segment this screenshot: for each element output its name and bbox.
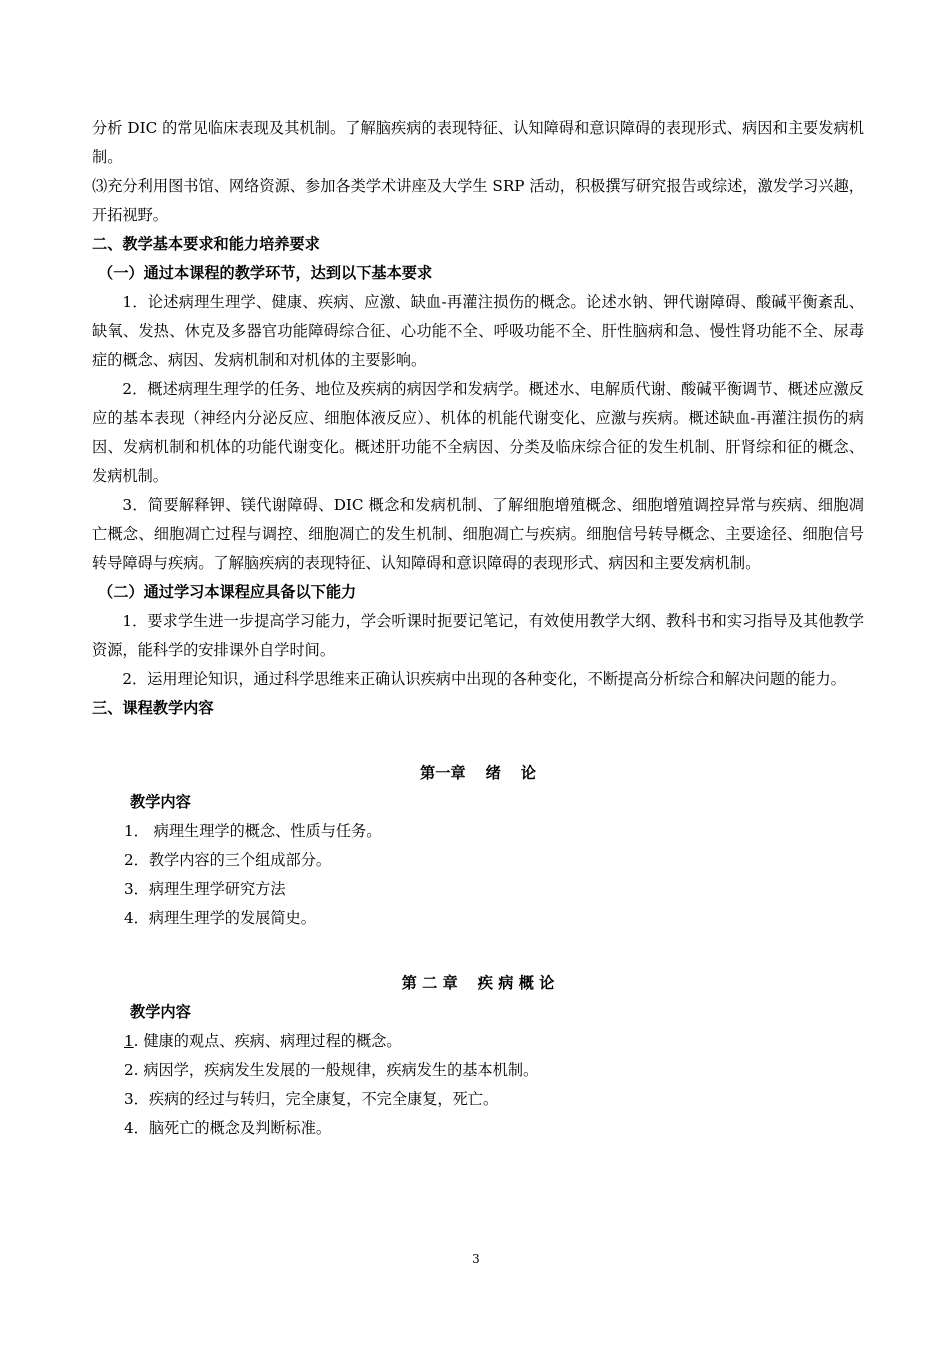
ability-1: 1．要求学生进一步提高学习能力，学会听课时扼要记笔记，有效使用教学大纲、教科书和实习指导及其他教学资源，能科学的安排课外自学时间。 — [92, 612, 864, 659]
section-2-heading: 二、教学基本要求和能力培养要求 — [92, 235, 320, 253]
intro-paragraph-2: ⑶充分利用图书馆、网络资源、参加各类学术讲座及大学生 SRP 活动，积极撰写研究报告或综述，激发学习兴趣，开拓视野。 — [92, 177, 864, 224]
chapter-2-item: 4．脑死亡的概念及判断标准。 — [124, 1119, 332, 1137]
requirement-3: 3．简要解释钾、镁代谢障碍、DIC 概念和发病机制、了解细胞增殖概念、细胞增殖调控异常与疾病、细胞凋亡概念、细胞凋亡过程与调控、细胞凋亡的发生机制、细胞凋亡与疾病。细胞信号转导概念、主要途径、细胞信号转导障碍与疾病。了解脑疾病的表现特征、认知障碍和意识障碍的表现形式、病因和主要发病机制。 — [92, 496, 864, 572]
chapter-1-title-char-1: 绪 — [485, 764, 501, 782]
chapter-1-item: 2．教学内容的三个组成部分。 — [124, 851, 332, 869]
chapter-2-title-number: 第 二 章 — [401, 974, 458, 992]
chapter-2-item: 2. 病因学，疾病发生发展的一般规律，疾病发生的基本机制。 — [124, 1061, 539, 1079]
section-2-subheading-2: （二）通过学习本课程应具备以下能力 — [98, 583, 357, 601]
chapter-2-item-1-text: . 健康的观点、疾病、病理过程的概念。 — [133, 1032, 402, 1050]
document-page — [92, 114, 864, 1143]
chapter-1-title-number: 第一章 — [420, 764, 466, 782]
ability-2: 2．运用理论知识，通过科学思维来正确认识疾病中出现的各种变化，不断提高分析综合和解决问题的能力。 — [122, 670, 846, 688]
chapter-2-title — [92, 969, 864, 998]
section-3-heading: 三、课程教学内容 — [92, 699, 214, 717]
section-2-subheading-1: （一）通过本课程的教学环节，达到以下基本要求 — [98, 264, 433, 282]
chapter-2-item: 3．疾病的经过与转归，完全康复，不完全康复，死亡。 — [124, 1090, 499, 1108]
chapter-2-content-label: 教学内容 — [130, 1003, 191, 1021]
chapter-1-content-label: 教学内容 — [130, 793, 191, 811]
requirement-2: 2．概述病理生理学的任务、地位及疾病的病因学和发病学。概述水、电解质代谢、酸碱平衡调节、概述应激反应的基本表现（神经内分泌反应、细胞体液反应）、机体的机能代谢变化、应激与疾病。概述缺血-再灌注损伤的病因、发病机制和机体的功能代谢变化。概述肝功能不全病因、分类及临床综合征的发生机制、肝肾综和征的概念、发病机制。 — [92, 380, 864, 485]
chapter-1-title — [92, 759, 864, 788]
intro-paragraph-1: 分析 DIC 的常见临床表现及其机制。了解脑疾病的表现特征、认知障碍和意识障碍的表现形式、病因和主要发病机制。 — [92, 119, 864, 166]
chapter-1-title-char-2: 论 — [520, 764, 536, 782]
chapter-2-item-1-number: 1 — [124, 1032, 134, 1050]
chapter-2-item — [92, 1027, 864, 1056]
page-number: 3 — [472, 1252, 480, 1266]
chapter-2-title-name: 疾 病 概 论 — [477, 974, 555, 992]
chapter-1-item: 3．病理生理学研究方法 — [124, 880, 286, 898]
requirement-1: 1．论述病理生理学、健康、疾病、应激、缺血-再灌注损伤的概念。论述水钠、钾代谢障碍、酸碱平衡紊乱、缺氧、发热、休克及多器官功能障碍综合征、心功能不全、呼吸功能不全、肝性脑病和急、慢性肾功能不全、尿毒症的概念、病因、发病机制和对机体的主要影响。 — [92, 293, 864, 369]
chapter-1-item: 4．病理生理学的发展简史。 — [124, 909, 316, 927]
chapter-1-item: 1． 病理生理学的概念、性质与任务。 — [124, 822, 382, 840]
